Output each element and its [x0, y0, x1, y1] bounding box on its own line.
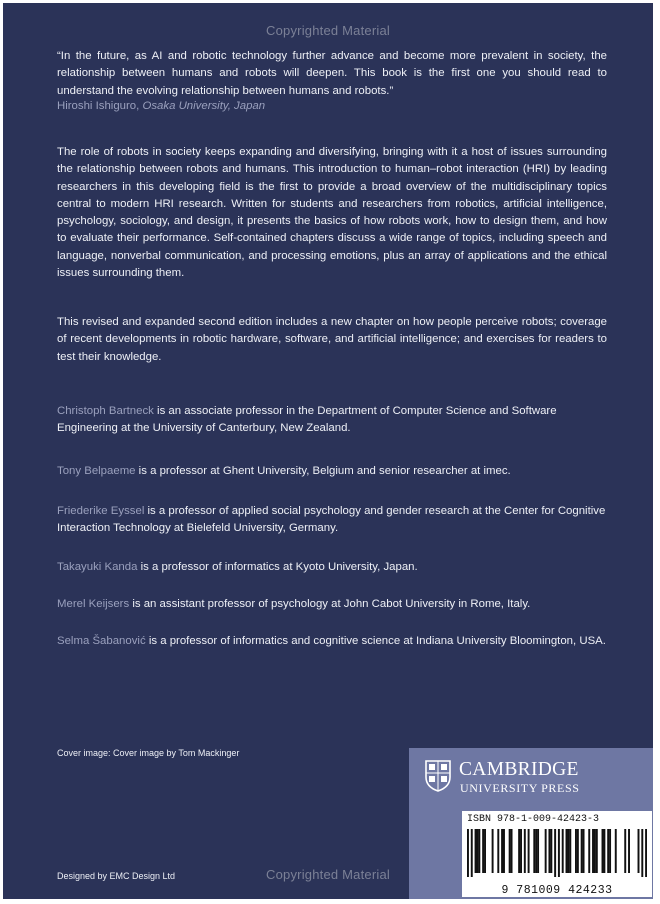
author-bio [57, 633, 607, 650]
author-name: Merel Keijsers [57, 598, 130, 610]
author-bio [57, 463, 607, 480]
watermark-top: Copyrighted Material [266, 23, 390, 38]
author-bio-text: is an assistant professor of psychology at John Cabot University in Rome, Italy. [129, 598, 531, 610]
endorser-name: Hiroshi Ishiguro [57, 100, 137, 112]
endorsement-attribution: Hiroshi Ishiguro, Osaka University, Japan [57, 100, 266, 112]
design-credit: Designed by EMC Design Ltd [57, 871, 176, 881]
watermark-bottom: Copyrighted Material [266, 867, 390, 882]
isbn-label: ISBN 978-1-009-42423-3 [467, 814, 600, 825]
cover-image-credit: Cover image: Cover image by Tom Mackinger [57, 748, 240, 758]
author-name: Takayuki Kanda [57, 561, 138, 573]
book-description: The role of robots in society keeps expanding and diversifying, bringing with it a host of issues surrounding the relationship between robots and humans. This introduction to human–robot interaction (HRI) by leading researchers in this developing field is the first to provide a broad overview of the multidisciplinary topics central to modern HRI research. Written for students and researchers from robotics, artificial intelligence, psychology, sociology, and design, it presents the basics of how robots work, how to design them, and how to evaluate their performance. Self-contained chapters discuss a wide range of topics, including speech and language, nonverbal communication, and processing emotions, plus an array of applications and the ethical issues surrounding them. [57, 146, 607, 280]
barcode-digits: 9 781009 424233 [501, 884, 613, 897]
author-bio-text: is an associate professor in the Department of Computer Science and Software Engineering at the University of Canterbury, New Zealand. [57, 405, 557, 435]
author-name: Selma Šabanović [57, 635, 146, 647]
author-bio-text: is a professor of informatics and cognitive science at Indiana University Bloomington, USA. [145, 635, 606, 647]
author-bio [57, 559, 607, 576]
endorser-affiliation: Osaka University, Japan [142, 100, 266, 112]
cambridge-shield-icon [425, 760, 451, 792]
second-edition-note: This revised and expanded second edition includes a new chapter on how people perceive robots; coverage of recent developments in robotic hardware, software, and artificial intelligence; and exercises for readers to test their knowledge. [57, 316, 607, 363]
author-bio-text: is a professor of informatics at Kyoto University, Japan. [137, 561, 418, 573]
author-bio-text: is a professor of applied social psychology and gender research at the Center for Cognitive Interaction Technology at Bielefeld University, Germany. [57, 505, 606, 535]
author-bio [57, 596, 607, 613]
publisher-press: UNIVERSITY PRESS [460, 781, 580, 795]
author-name: Christoph Bartneck [57, 405, 154, 417]
author-bio [57, 403, 607, 438]
publisher-name: CAMBRIDGE [459, 759, 579, 780]
author-bio-text: is a professor at Ghent University, Belgium and senior researcher at imec. [135, 465, 511, 477]
author-name: Tony Belpaeme [57, 465, 136, 477]
endorsement-quote: “In the future, as AI and robotic technology further advance and become more prevalent in society, the relationship between humans and robots will deepen. This book is the first one you should read to understand the evolving relationship between humans and robots.” [57, 50, 607, 97]
back-cover [3, 3, 653, 899]
author-name: Friederike Eyssel [57, 505, 145, 517]
author-bio [57, 503, 607, 538]
barcode-panel [462, 811, 652, 897]
